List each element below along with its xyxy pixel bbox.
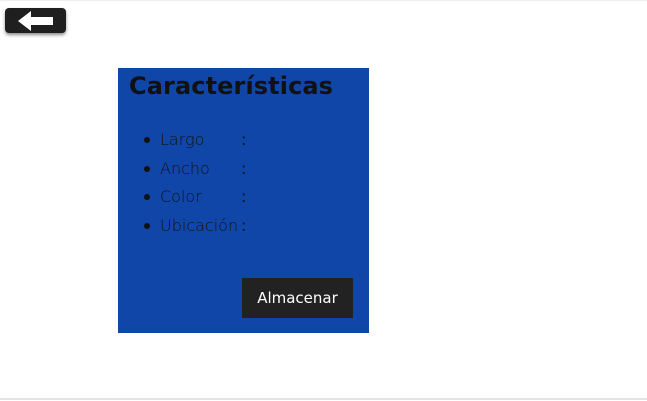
store-button[interactable]: Almacenar xyxy=(242,278,353,318)
arrow-left-icon xyxy=(17,10,55,32)
feature-label: Largo xyxy=(160,130,205,149)
top-divider xyxy=(0,0,647,1)
feature-separator: : xyxy=(241,158,247,178)
feature-label: Ubicación xyxy=(160,215,239,235)
feature-label: Ancho xyxy=(160,158,210,178)
feature-separator: : xyxy=(241,215,247,235)
bullet-icon xyxy=(144,223,150,229)
bottom-divider xyxy=(0,398,647,400)
characteristics-panel xyxy=(118,68,369,333)
feature-label: Color xyxy=(160,187,202,206)
feature-separator: : xyxy=(241,130,247,149)
feature-separator: : xyxy=(241,187,247,206)
bullet-icon xyxy=(144,137,150,143)
back-button[interactable] xyxy=(5,8,66,33)
panel-title: Características xyxy=(129,72,334,100)
bullet-icon xyxy=(144,166,150,172)
bullet-icon xyxy=(144,194,150,200)
